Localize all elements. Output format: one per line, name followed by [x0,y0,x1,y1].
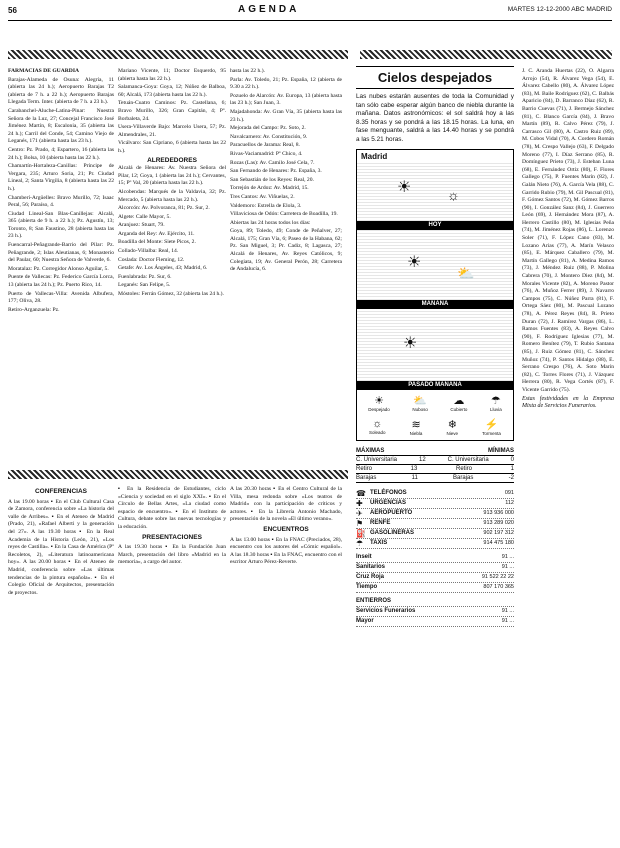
col2-paragraph: Salamanca-Goya: Goya, 12; Núñez de Balboa, 60; Alcalá, 173 (abierta hasta las 22 h.). [118,84,226,98]
temperature-cell: Barajas [356,474,377,481]
service-row [356,499,514,509]
issue-date: MARTES 12-12-2000 ABC MADRID [507,6,612,13]
temperature-cell: 11 [411,474,418,481]
col2-paragraph: Coslada: Doctor Fleming, 12. [118,256,185,263]
service-row [356,563,514,573]
service-name: TAXIS [370,540,388,547]
weather-legend-label: Nieve [446,430,459,436]
temperature-cell: -2 [508,474,514,481]
service-icon: ☎ [356,488,366,498]
col1-paragraph: Chamartín-Hortaleza-Canillas: Príncipe de Vergara, 235; Arturo Soria, 21; Pr. Ciudad Lineal, 2; Santa Virgilia, 8 (abierta hasta las 22 h.). [8,163,114,192]
col1-paragraph: Chamberí-Argüelles: Bravo Murillo, 72; Isaac Peral, 56; Paraíso, 4. [8,194,114,209]
col3-paragraph: hasta las 22 h.). [230,68,265,74]
page-number: 56 [8,6,17,15]
conferences-text: A las 19.00 horas ▪ En el Club Cultural Casa de Zamora, conferencia sobre «La historia del valle de Arribes». ▪ En el Ateneo de Madrid (Prado, 21), «Rafael Alberti y la generación del 27». A las 19.30 horas ▪ En la Real Academia de la Historia (León, 21), «Los reyes de Castilla». ▪ En la Casa de América (Pº Recoletos, 2), «Literatura latinoamericana hoy». A las 20.00 horas ▪ En el Ateneo de Madrid, conferencia sobre «Las últimas tendencias de la pintura española». ▪ En el Colegio Oficial de Arquitectos, presentación de proyectos. [8,498,114,596]
service-name: AEROPUERTO [370,510,413,517]
col2-paragraph: Arganda del Rey: Av. Ejército, 11. [118,230,195,237]
presentations-heading: PRESENTACIONES [142,533,202,541]
temperature-cell: C. Universitaria [447,456,489,463]
weather-map [356,149,514,441]
service-number: 91 522 22 22 [481,574,514,581]
obituary-column [522,68,614,842]
col2-paragraph: Collado-Villalba: Real, 14. [118,248,179,255]
service-name: Inseit [356,554,372,561]
service-number: 91 ... [501,564,514,571]
weather-legend-item [412,394,428,412]
weather-symbol-icon: ⛅ [413,394,427,407]
map-title: Madrid [361,151,388,161]
col2-paragraph: Vicálvaro: San Cipriano, 6 (abierta hasta las 22 h.). [118,140,226,154]
col2-paragraph: Alcorcón: Av. Polvoranca, 81; Pz. Sur, 2. [118,205,210,212]
services-list [356,489,514,549]
col2-paragraph: Getafe: Av. Los Ángeles, 43; Madrid, 6. [118,265,208,272]
col1-paragraph: Fuencarral-Peñagrande-Barrio del Pilar: Pz. Peñagrande, 2; Islas Aleutianas, 6; Monasterio del Paular, 60; Nuestra Señora de Valverde, 6. [8,242,114,264]
col3-paragraph: Rivas-Vaciamadrid: Pº Chico, 4. [230,150,303,157]
service-number: 914 475 180 [483,540,514,547]
service-row [356,489,514,499]
col1-paragraph: Puerto de Vallecas-Villa: Avenida Albufera, 177; Oliva, 28. [8,290,114,305]
sun-icon-3: ☀ [407,253,422,271]
service-row [356,573,514,583]
service-row [356,617,514,627]
temperature-cell: 13 [410,465,418,472]
service-number: 91 ... [501,618,514,625]
sun-icon-2: ☼ [447,188,460,204]
col2-paragraph: Alcalá de Henares: Av. Nuestra Señora del Pilar, 12; Goya, 1 (abierta las 24 h.); Cervantes, 15; Pº Val, 20 (abierta hasta las 22 h.). [118,165,226,187]
pattern-band-top [8,50,348,59]
service-row [356,529,514,539]
temperature-row [356,474,514,483]
conferences-column-3 [230,486,342,842]
service-row [356,539,514,549]
sun-icon: ☀ [397,178,412,196]
col2-paragraph: Móstoles: Ferrán Gómez, 32 (abierta las 24 h.). [118,291,224,298]
col1-paragraph: FARMACIAS DE GUARDIA [8,68,80,74]
temperature-cell: Barajas [453,474,474,481]
service-number: 913 289 020 [483,520,514,527]
header-rule [8,20,612,21]
service-number: 91 ... [501,554,514,561]
temperature-cell: 1 [510,465,514,472]
service-name: Tiempo [356,584,378,591]
service-number: 112 [505,500,514,507]
col3-paragraph: Navalcarnero: Av. Constitución, 9. [230,133,308,140]
map-today-area [357,163,513,221]
service-row [356,509,514,519]
service-name: TELÉFONOS [370,490,407,497]
col3-paragraph: Torrejón de Ardoz: Av. Madrid, 15. [230,185,309,192]
service-name: Sanitarios [356,564,386,571]
weather-symbol-icon: ☼ [372,417,383,430]
col2-paragraph: Fuenlabrada: Pz. Sur, 6. [118,273,172,280]
conferences-heading: CONFERENCIAS [34,488,87,495]
col3-paragraph: Parla: Av. Toledo, 21; Pz. España, 12 (abierta de 9.30 a 22 h.). [230,76,342,91]
weather-symbol-icon: ☁ [453,394,465,407]
map-band-tomorrow: MAÑANA [357,300,513,309]
weather-legend-item [447,418,459,436]
col2-paragraph: Tetuán-Cuatro Caminos: Pz. Castellana, 6; Bravo Murillo, 326; Gran Capitán, 4; Pº. Borbaleta, 24. [118,100,226,122]
weather-legend-label: Cubierto [450,406,468,412]
col3-paragraph: Goya, 89; Toledo, 49; Conde de Peñalver, 27; Alcalá, 175; Gran Vía, 6; Paseo de la Habana, 62; Pz. San Miguel, 3; Pr. Cadiz, 8; Lagasca, 27; Alcalá de Henares, Av. Reyes Católicos, 9; Colegiata, 19; Av. General Perón, 28; Carretera de Andalucía, 6. [230,228,342,273]
meetings-heading: ENCUENTROS [263,525,309,533]
weather-legend-item [368,394,390,412]
col3-paragraph: Abiertas las 24 horas todos los días: [230,219,311,226]
pharmacy-column-1 [8,68,114,498]
cloud-icon: ⛅ [457,266,475,282]
col2-paragraph: Leganés: San Felipe, 5. [118,282,171,289]
conferences-column-2 [118,486,226,842]
weather-symbol-icon: ☂ [490,394,501,407]
temperature-row [356,456,514,465]
map-tomorrow-area [357,230,513,300]
temperature-cell: 0 [510,456,514,463]
weather-symbol-icon: ❄ [447,418,457,431]
obituary-text: J. C. Aranda Huertas (22), O. Algarra Arrojo (54), R. Álvarez Vega (54), E. Álvarez Cabello (80), A. Álvarez López (83), M. Baile Rodríguez (62), C. Balbás Aparicio (84), D. Barranco Díaz (62), R. Barrio Cuevas (71), J. Bermejo Sánchez (81), C. Blanco García (84), J. Bravo Martín (89), R. Calvo Pérez (79), J. Carrasco Gil (80), A. Castro Ruiz (89), M. Cobos Vidal (70), A. Cordero Román (78), M. Crespo Vallejo (63), F. Delgado Moreno (77), I. Díaz Serrano (85), R. Domínguez Prieto (73), J. Esteban Luna (68), E. Fernández Ortiz (80), F. Flores Gallego (75), P. Fuentes Marín (82), J. Galán Nieto (76), A. García Vela (88), C. Garrido Rubio (79), M. Gil Pascual (81), F. Gómez Santos (72), M. Gómez Barros (90), I. González Sanz (84), J. Guerrero León (69), J. Hernández Mora (87), A. Herrero Castillo (80), M. Iglesias Peña (74), M. Jiménez Rojas (86), L. Lorenzo Soler (71), F. López Cano (83), M. Lozano Arias (77), A. Marín Velasco (85), E. Márquez Caballero (79), M. Martín Gallego (81), A. Medina Ramos (73), J. Méndez Ruiz (88), P. Molina Cabrera (70), J. Montero Diez (84), M. Morales Vicente (82), A. Moreno Pastor (76), A. Muñoz Ferrer (89), J. Navarro Campos (75), C. Núñez Parra (81), F. Ortega Sáez (80), M. Pascual Lozano (78), A. Pérez Reyes (84), R. Prieto Duran (72), J. Ramírez Vargas (86), L. Ramos Fuentes (83), A. Reyes Calvo (90), F. Rodríguez Iglesias (77), M. Romero Benítez (79), T. Rubio Santana (85), J. Ruiz Gómez (81), C. Sánchez Muñoz (74), P. Santos Hidalgo (88), E. Serrano Crespo (76), A. Soto Marín (82), C. Torres Flores (71), J. Vázquez Herrera (80), R. Vega Cortés (87), F. Vicente Garrido (75). [522,68,614,393]
col2-paragraph: Aranjuez: Stuart, 79. [118,222,165,229]
col1-paragraph: Barajas-Alameda de Osuna: Alegría, 11 (abierta las 24 h.); Aeropuerto Barajas T2 (abierta de 7 h. a 22 h.); Aeropuerto Barajas Llegada Term. Inter. (abierta de 7 h. a 23 h.). [8,76,114,106]
weather-legend-label: Soleado [369,429,386,435]
col1-paragraph: Puente de Vallecas: Pz. Federico García Lorca, 13 (abierta las 24 h.); Pz. Puerto Rico, 14. [8,274,114,289]
pharmacy-column-2 [118,68,226,498]
map-aftertomorrow-area [357,309,513,381]
service-name: URGENCIAS [370,500,407,507]
service-icon: ⚑ [356,518,364,528]
weather-legend-label: Despejado [368,406,390,412]
service-row [356,519,514,529]
page-header [8,4,612,18]
temperature-cell: 12 [418,456,426,463]
service-name: ENTIERROS [356,598,392,605]
col3-paragraph: Valdemoro: Estrella de Elola, 3. [230,202,302,209]
service-row [356,607,514,617]
temperature-row [356,465,514,474]
col3-paragraph: Villaviciosa de Odón: Carretera de Boadilla, 19. [230,211,338,218]
col2-paragraph: Boadilla del Monte: Siete Picos, 2. [118,239,196,246]
col1-paragraph: Ciudad Lineal-San Blas-Canillejas: Alcalá, 365 (abierta de 9 h. a 22 h.); Pz. Agustín, 13; Toronto, 8; San Faustino, 28 (abierta hasta las 23 h.). [8,210,114,240]
col3-paragraph: Majadahonda: Av. Gran Vía, 35 (abierta hasta las 23 h.). [230,108,342,123]
conferences-column-1 [8,486,114,842]
service-number: 091 [504,490,514,497]
service-icon: ✚ [356,498,363,508]
service-icon: ⛽ [356,528,366,538]
weather-legend-label: Nuboso [412,406,428,412]
col3-paragraph: Mejorada del Campo: Pz. Soto, 2. [230,125,306,132]
weather-box [356,64,514,625]
col2-paragraph: Usera-Villaverde Bajo: Marcelo Usera, 57; Pz. Almendrales, 21. [118,124,226,138]
weather-text: Las nubes estarán ausentes de toda la Comunidad y tan sólo cabe esperar algún banco de niebla durante la mañana. Datos astronómicos: el sol saldrá hoy a las 8.35 horas y se pondrá a las 18.15 horas. La luna, en fase menguante, saldrá a las 14.40 horas y se pondrá a las 5.21 horas. [356,93,514,143]
weather-legend-item [369,418,386,436]
weather-symbol-icon: ☀ [374,394,384,407]
col2-paragraph: ALREDEDORES [147,156,197,164]
temperature-cell: Retiro [455,465,472,472]
weather-title: Cielos despejados [356,66,514,89]
pattern-band-top-right [360,50,612,59]
sun-icon-4: ☀ [403,334,418,352]
weather-legend-item [410,418,423,436]
service-name: Mayor [356,618,374,625]
weather-symbol-icon: ≋ [411,418,421,431]
col3-paragraph: San Fernando de Henares: Pz. España, 3. [230,168,322,175]
obituary-note: Estas festividades en la Empresa Mixta de Servicios Funerarios. [522,395,614,410]
services-list-2 [356,553,514,593]
services-list-3 [356,597,514,627]
temperatures-table [356,447,514,483]
col2-paragraph: Alcobendas: Marqués de la Valdavia, 32; Pz. Mercado, 5 (abierta hasta las 22 h.). [118,188,226,203]
col3-paragraph: Tres Cantos: Av. Viñuelas, 2. [230,193,295,200]
weather-legend-item [450,394,467,412]
col1-paragraph: Carabanchel-Aluche-Latina-Pinar: Nuestra Señora de la Luz, 27; Concejal Francisco José Jiménez Martín, 8; Escalonia, 35 (abierta las 24 h.); Carril del Conde, 54; Camino Viejo de Leganés, 171 (abierta hasta las 23 h.). [8,107,114,145]
weather-legend-item [482,418,501,436]
weather-legend-label: Lluvia [489,406,502,412]
weather-legend-label: Niebla [409,430,423,436]
temperature-cell: C. Universitaria [356,456,398,463]
service-name: Cruz Roja [356,574,385,581]
max-label: MÁXIMAS [356,447,385,454]
service-row [356,553,514,563]
service-row [356,583,514,593]
service-row [356,597,514,607]
map-band-today: HOY [357,221,513,230]
map-band-aftertomorrow: PASADO MAÑANA [357,381,513,390]
service-number: 902 197 312 [483,530,514,537]
weather-legend-row-1 [357,390,513,416]
service-name: GASOLINERAS [370,530,415,537]
min-label: MÍNIMAS [488,447,514,454]
col1-paragraph: Centro: Pz. Prado, 4; Espartero, 16 (abierta las 24 h.); Bolsa, 10 (abierta hasta las 22 h.). [8,146,114,161]
presentations-text: A las 19.30 horas ▪ En la Fundación Juan March, presentación del libro «Madrid en la memoria», a cargo del autor. [118,544,226,566]
service-icon: ✈ [356,508,363,518]
conferences2-text: ▪ En la Residencia de Estudiantes, ciclo «Ciencia y sociedad en el siglo XXI». ▪ En el Círculo de Bellas Artes, «La ciudad como espacio de encuentro». ▪ En el Instituto de Cultura, debate sobre las nuevas tecnologías y la educación. [118,486,226,530]
pattern-band-middle [8,470,348,479]
service-icon: ☂ [356,538,364,548]
pharmacy-column-3 [230,68,342,498]
weather-legend-row-2 [357,416,513,440]
meetings-text: A las 13.00 horas ▪ En la FNAC (Preciados, 28), encuentro con los autores del «Cómic español». A las 18.30 horas ▪ En la FNAC, encuentro con el escritor Arturo Pérez-Reverte. [230,536,342,566]
col2-paragraph: Algete: Calle Mayor, 5. [118,213,171,220]
temperature-cell: Retiro [356,465,373,472]
service-number: 91 ... [501,608,514,615]
col3-paragraph: San Sebastián de los Reyes: Real, 20. [230,176,314,183]
col2-paragraph: Mariano Vicente, 11; Doctor Esquerdo, 95 (abierta hasta las 22 h.). [118,68,226,82]
col3-paragraph: Paracuellos de Jarama: Real, 8. [230,142,300,149]
service-name: Servicios Funerarios [356,608,416,615]
col1-paragraph: Moratalaz: Pz. Corregidor Alonso Aguilar, 5. [8,265,109,272]
service-name: RENFE [370,520,391,527]
section-title: AGENDA [238,4,300,15]
service-number: 807 170 365 [483,584,514,591]
service-number: 913 936 000 [483,510,514,517]
weather-legend-item [490,394,502,412]
col1-paragraph: Retiro-Arganzuela: Pz. [8,306,60,313]
weather-legend-label: Tormenta [482,430,501,436]
conferences3-text: A las 20.30 horas ▪ En el Centro Cultural de la Villa, mesa redonda sobre «Los teatros de Madrid» con la participación de críticos y actores. ▪ En la Librería Antonio Machado, presentación de la novela «El último verano». [230,486,342,523]
col3-paragraph: Pozuelo de Alarcón: Av. Europa, 13 (abierta hasta las 23 h.); San Juan, 3. [230,92,342,107]
weather-symbol-icon: ⚡ [484,418,499,431]
col3-paragraph: Rozas (Las): Av. Camilo José Cela, 7. [230,159,315,166]
